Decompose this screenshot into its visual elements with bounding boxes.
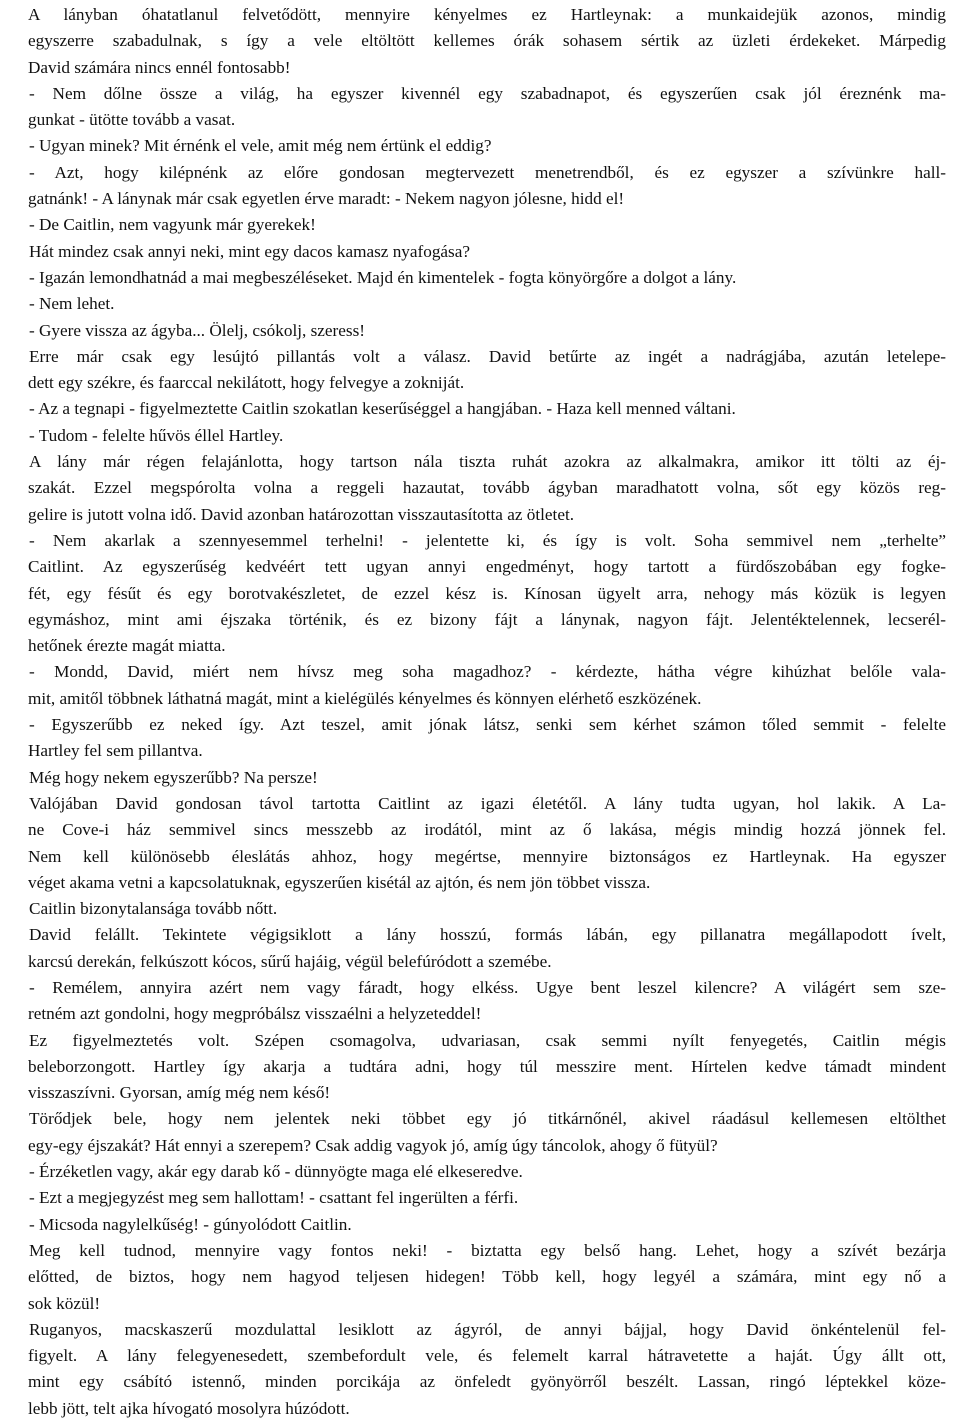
text-line: mit, amitől többnek láthatná magát, mint a kielégülés kényelmes és könnyen elérhető eszközének. bbox=[28, 688, 702, 708]
text-line: karcsú derekán, felkúszott kócos, sűrű hajáig, végül belefúródott a szemébe. bbox=[28, 951, 552, 971]
text-line: Nem kell különösebb éleslátás ahhoz, hogy megértse, mennyire biztonságos ez Hartleynak. Ha egyszer bbox=[28, 846, 946, 866]
text-line: - Azt, hogy kilépnénk az előre gondosan megtervezett menetrendből, és ez egyszer a szívünkre hall- bbox=[29, 162, 946, 182]
text-line: - Egyszerűbb ez neked így. Azt teszel, amit jónak látsz, senki sem kérhet számon tőled semmit - felelte bbox=[29, 715, 946, 735]
text-line: visszaszívni. Gyorsan, amíg még nem késő! bbox=[28, 1083, 331, 1103]
document-page bbox=[28, 2, 946, 1422]
text-line: - Ezt a megjegyzést meg sem hallottam! - csattant fel ingerülten a férfi. bbox=[29, 1188, 519, 1208]
text-line: - Nem dőlne össze a világ, ha egyszer kivennél egy szabadnapot, és egyszerűen csak jól éreznénk ma- bbox=[29, 83, 946, 103]
text-line: - Mondd, David, miért nem hívsz meg soha magadhoz? - kérdezte, hátha végre kihúzhat belőle vala- bbox=[29, 662, 946, 682]
text-line: előtted, de biztos, hogy nem hagyod teljesen hidegen! Több kell, hogy legyél a számára, mint egy nő a bbox=[28, 1267, 946, 1287]
text-line: Hartley fel sem pillantva. bbox=[28, 741, 203, 761]
text-line: figyelt. A lány felegyenesedett, szembefordult vele, és felemelt karral hátravetette a haját. Úgy állt ott, bbox=[28, 1346, 946, 1366]
text-line: hetőnek érezte magát miatta. bbox=[28, 636, 226, 656]
text-line: beleborzongott. Hartley így akarja a tudtára adni, hogy túl messzire ment. Hírtelen kedve támadt mindent bbox=[28, 1056, 946, 1076]
text-line: Ez figyelmeztetés volt. Szépen csomagolva, udvariasan, csak semmi nyílt fenyegetés, Caitlin mégis bbox=[29, 1030, 946, 1050]
text-line: egy-egy éjszakát? Hát ennyi a szerepem? Csak addig vagyok jó, amíg úgy táncolok, ahogy ő fütyül? bbox=[28, 1135, 718, 1155]
text-line: David felállt. Tekintete végigsiklott a lány hosszú, formás lábán, egy pillanatra megállapodott ívelt, bbox=[29, 925, 946, 945]
text-line: egyszerre szabadulnak, s így a vele eltöltött kellemes órák sohasem sértik az üzleti érdekeket. Márpedig bbox=[28, 31, 946, 51]
text-line: egymáshoz, mint ami éjszaka történik, és ez bizony fájt a lánynak, nagyon fájt. Jelentéktelennek, lecserél- bbox=[28, 609, 946, 629]
text-line: A lányban óhatatlanul felvetődött, mennyire kényelmes ez Hartleynak: a munkaidejük azonos, mindig bbox=[28, 5, 946, 24]
text-line: lebb jött, telt ajka hívogató mosolyra húzódott. bbox=[28, 1398, 350, 1418]
text-line: Valójában David gondosan távol tartotta Caitlint az igazi életétől. A lány tudta ugyan, hol lakik. A La- bbox=[29, 793, 946, 813]
text-line: - Az a tegnapi - figyelmeztette Caitlin szokatlan keserűséggel a hangjában. - Haza kell menned váltani. bbox=[29, 399, 736, 419]
text-line: David számára nincs ennél fontosabb! bbox=[28, 57, 291, 77]
text-line: Ruganyos, macskaszerű mozdulattal lesiklott az ágyról, de annyi bájjal, hogy David önkéntelenül fel- bbox=[29, 1319, 946, 1339]
text-line: Caitlint. Az egyszerűség kedvéért tett ugyan annyi engedményt, hogy tartott a fürdőszobában egy fogke- bbox=[28, 557, 946, 577]
text-line: mint egy csábító istennő, minden porcikája az önfeledt gyönyörről beszélt. Lassan, ringó léptekkel köze- bbox=[28, 1372, 946, 1392]
text-line: gelire is jutott volna idő. David azonban határozottan visszautasította az ötletet. bbox=[28, 504, 575, 524]
text-line: Törődjek bele, hogy nem jelentek neki többet egy jó titkárnőnél, akivel ráadásul kellemesen eltölthet bbox=[29, 1109, 946, 1129]
text-line: szakát. Ezzel megspórolta volna a reggeli hazautat, tovább ágyban maradhatott volna, sőt egy közös reg- bbox=[28, 478, 946, 498]
text-line: Még hogy nekem egyszerűbb? Na persze! bbox=[29, 767, 318, 787]
text-line: gatnánk! - A lánynak már csak egyetlen érve maradt: - Nekem nagyon jólesne, hidd el! bbox=[28, 189, 625, 209]
text-line: sok közül! bbox=[28, 1293, 101, 1313]
text-line: gunkat - ütötte tovább a vasat. bbox=[28, 110, 236, 130]
text-line: - De Caitlin, nem vagyunk már gyerekek! bbox=[29, 215, 316, 235]
text-line: Erre már csak egy lesújtó pillantás volt a válasz. David betűrte az ingét a nadrágjába, azután letelepe- bbox=[29, 346, 946, 366]
text-line: - Remélem, annyira azért nem vagy fáradt, hogy elkéss. Ugye bent leszel kilencre? A világért sem sze- bbox=[29, 977, 946, 997]
text-line: - Érzéketlen vagy, akár egy darab kő - dünnyögte maga elé elkeseredve. bbox=[29, 1162, 523, 1182]
text-line: fét, egy fésűt és egy borotvakészletet, de ezzel kész is. Kínosan ügyelt arra, nehogy más közük is legyen bbox=[28, 583, 946, 603]
text-line: Meg kell tudnod, mennyire vagy fontos neki! - biztatta egy belső hang. Lehet, hogy a szívét bezárja bbox=[29, 1240, 946, 1260]
text-line: A lány már régen felajánlotta, hogy tartson nála tiszta ruhát azokra az alkalmakra, amikor itt tölti az éj- bbox=[29, 452, 946, 472]
text-line: Hát mindez csak annyi neki, mint egy dacos kamasz nyafogása? bbox=[29, 241, 470, 261]
text-line: - Micsoda nagylelkűség! - gúnyolódott Caitlin. bbox=[29, 1214, 352, 1234]
text-line: véget akama vetni a kapcsolatuknak, egyszerűen kisétál az ajtón, és nem jön többet vissza. bbox=[28, 872, 651, 892]
text-line: Caitlin bizonytalansága tovább nőtt. bbox=[29, 899, 278, 919]
text-line: - Gyere vissza az ágyba... Ölelj, csókolj, szeress! bbox=[29, 320, 365, 340]
text-line: dett egy székre, és faarccal nekilátott, hogy felvegye a zokniját. bbox=[28, 373, 465, 393]
text-line: - Tudom - felelte hűvös éllel Hartley. bbox=[29, 425, 284, 445]
text-line: - Ugyan minek? Mit érnénk el vele, amit még nem értünk el eddig? bbox=[29, 136, 492, 156]
text-line: - Nem akarlak a szennyesemmel terhelni! - jelentette ki, és így is volt. Soha semmivel nem „terhelte” bbox=[29, 530, 946, 550]
text-line: retném azt gondolni, hogy megpróbálsz visszaélni a helyzeteddel! bbox=[28, 1004, 482, 1024]
text-line: ne Cove-i ház semmivel sincs messzebb az irodától, mint az ő lakása, mégis mindig hozzá jönnek fel. bbox=[28, 820, 946, 840]
text-line: - Nem lehet. bbox=[29, 294, 115, 314]
text-line: - Igazán lemondhatnád a mai megbeszéléseket. Majd én kimentelek - fogta könyörgőre a dolgot a lány. bbox=[29, 267, 737, 287]
